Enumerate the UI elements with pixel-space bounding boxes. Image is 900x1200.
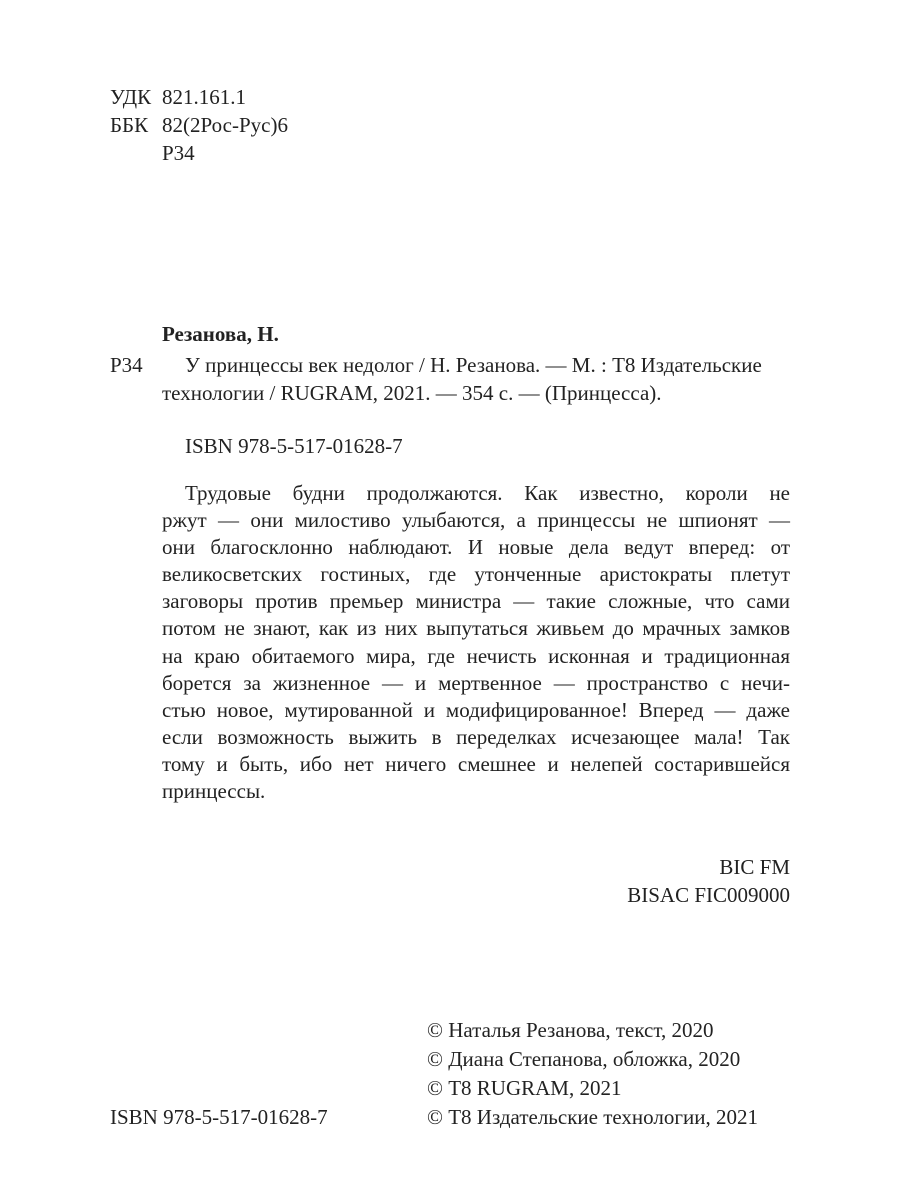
record-author: Резанова, Н. [162, 322, 279, 346]
annotation-line: Трудовые будни продолжаются. Как известно, короли не [185, 481, 790, 505]
annotation-line: если возможность выжить в переделках исчезающее мала! Так [162, 724, 790, 749]
annotation-paragraph [162, 480, 790, 805]
annotation-line: потом не знают, как из них выпутаться живьем до мрачных замков [162, 616, 790, 641]
annotation-line: принцессы. [162, 779, 266, 804]
annotation-line: они благосклонно наблюдают. И новые дела ведут вперед: от [162, 535, 790, 560]
annotation-line: заговоры против премьер министра — такие сложные, что сами [162, 589, 790, 614]
record-line-1: У принцессы век недолог / Н. Резанова. — М. : Т8 Издательские [185, 353, 762, 377]
annotation-line: ржут — они милостиво улыбаются, а принцессы не шпионят — [162, 508, 790, 533]
bbk-label: ББК [110, 113, 149, 137]
copyright-line: © Диана Степанова, обложка, 2020 [427, 1047, 741, 1071]
copyright-line: © Наталья Резанова, текст, 2020 [427, 1018, 714, 1042]
copyright-block [427, 1016, 758, 1132]
annotation-line: борется за жизненное — и мертвенное — пространство с нечи- [162, 670, 790, 695]
record-isbn: ISBN 978-5-517-01628-7 [185, 434, 403, 458]
udk-label: УДК [110, 85, 152, 109]
udk-value: 821.161.1 [162, 85, 246, 109]
annotation-line: великосветских гостиных, где утонченные аристократы плетут [162, 562, 790, 587]
isbn-bottom: ISBN 978-5-517-01628-7 [110, 1105, 328, 1129]
bbk-value: 82(2Рос-Рус)6 [162, 113, 288, 137]
bic-code: BIC FM [719, 855, 790, 879]
annotation-line: на краю обитаемого мира, где нечисть исконная и традиционная [162, 643, 790, 668]
record-index-mark: Р34 [110, 353, 143, 377]
subject-codes [627, 853, 790, 909]
annotation-line: стью новое, мутированной и модифицированное! Вперед — даже [162, 697, 790, 722]
copyright-line: © Т8 RUGRAM, 2021 [427, 1076, 622, 1100]
author-mark: Р34 [162, 141, 195, 165]
annotation-line: тому и быть, ибо нет ничего смешнее и нелепей состарившейся [162, 751, 790, 776]
record-line-2: технологии / RUGRAM, 2021. — 354 с. — (Принцесса). [162, 381, 662, 405]
bisac-code: BISAC FIC009000 [627, 883, 790, 907]
copyright-line: © Т8 Издательские технологии, 2021 [427, 1105, 758, 1129]
